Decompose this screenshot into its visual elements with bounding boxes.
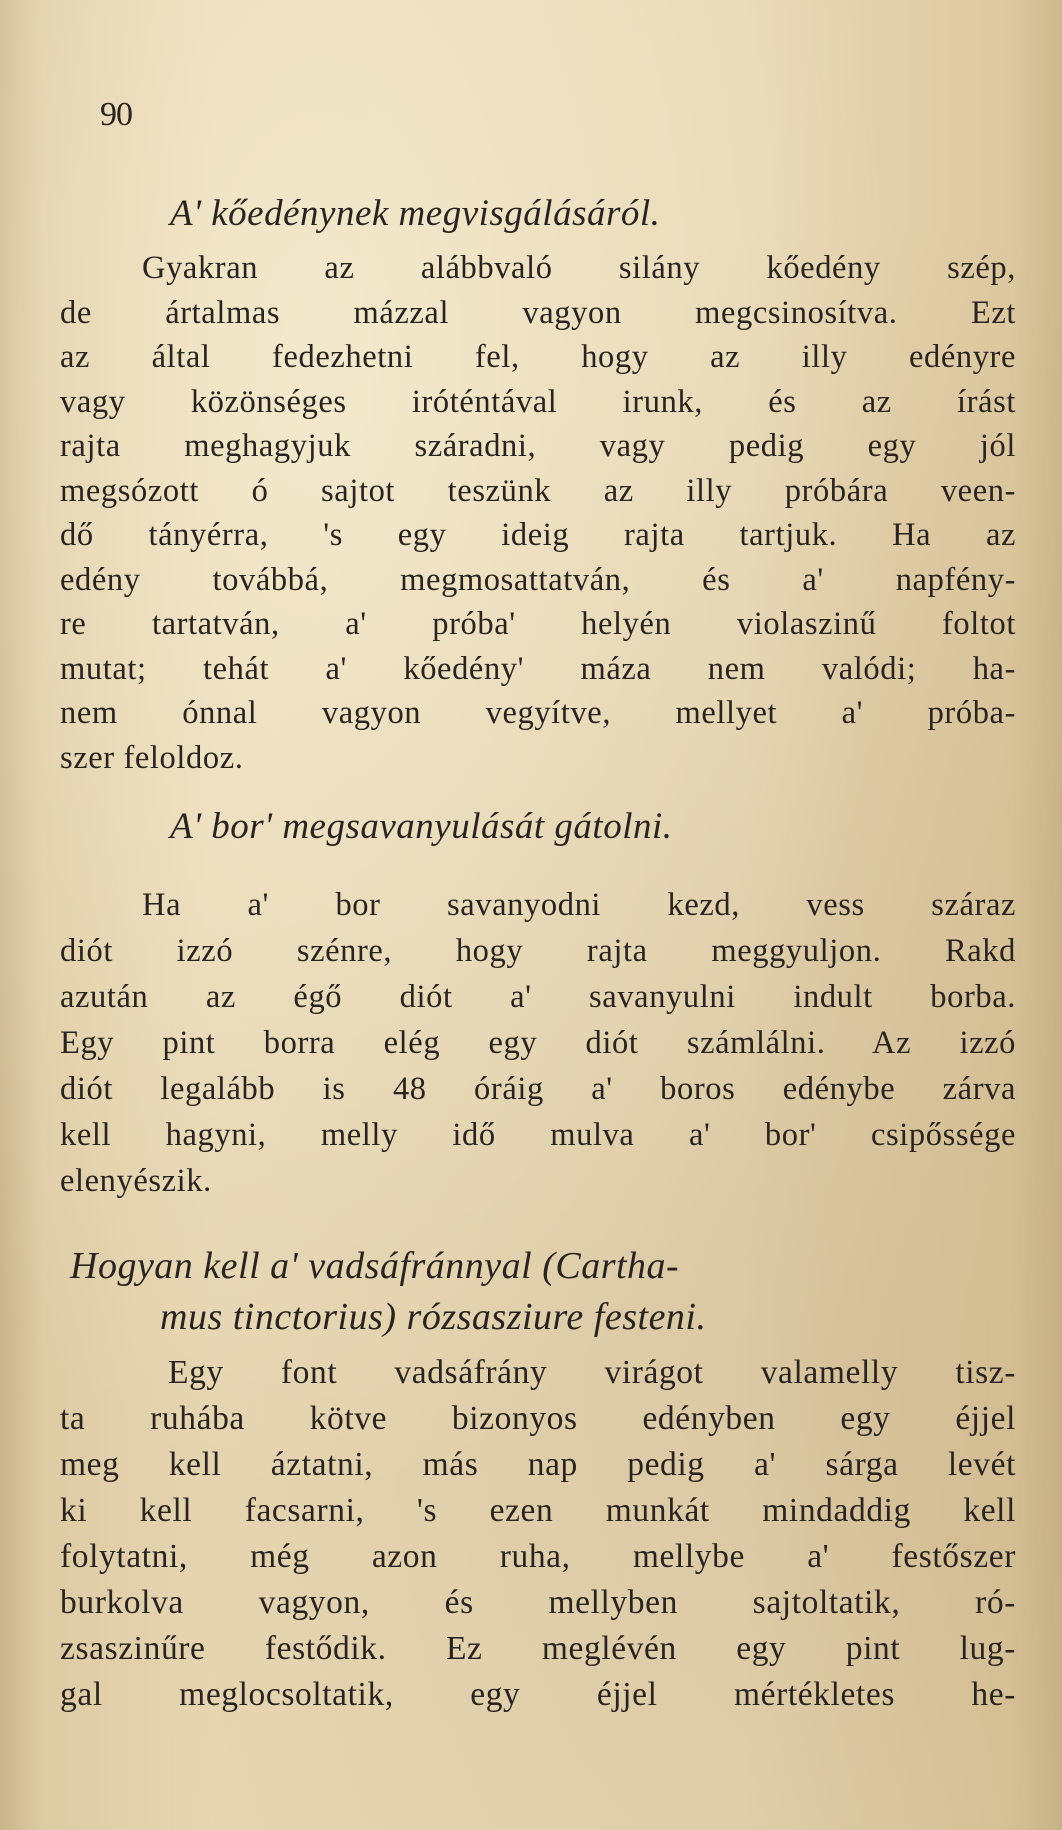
text-line: dő tányérra, 's egy ideig rajta tartjuk. Ha az — [60, 517, 1016, 553]
text-line: re tartatván, a' próba' helyén violaszinű foltot — [60, 606, 1016, 642]
text-line: meg kell áztatni, más nap pedig a' sárga levét — [60, 1446, 1016, 1483]
text-line: Ha a' bor savanyodni kezd, vess száraz — [142, 887, 1016, 923]
text-line: elenyészik. — [60, 1163, 212, 1199]
text-line: diót legalább is 48 óráig a' boros edénybe zárva — [60, 1071, 1016, 1107]
section-heading-safflower — [70, 1245, 707, 1338]
text-line: zsaszinűre festődik. Ez meglévén egy pint lug- — [60, 1630, 1016, 1667]
text-line: Egy font vadsáfrány virágot valamelly tisz- — [168, 1354, 1016, 1391]
paragraph-stoneware-test — [60, 246, 1016, 780]
text-line: megsózott ó sajtot teszünk az illy próbára veen- — [60, 472, 1016, 509]
paragraph-safflower — [60, 1350, 1016, 1718]
section-heading-stoneware-test: A' kőedénynek megvisgálásáról. — [170, 193, 661, 234]
text-line: kell hagyni, melly idő mulva a' bor' csipőssége — [60, 1117, 1016, 1153]
text-line: diót izzó szénre, hogy rajta meggyuljon. Rakd — [60, 933, 1016, 969]
text-line: Gyakran az alábbvaló silány kőedény szép, — [142, 250, 1016, 286]
text-line: de ártalmas mázzal vagyon megcsinosítva. Ezt — [60, 294, 1016, 331]
text-line: Egy pint borra elég egy diót számlálni. Az izzó — [60, 1025, 1016, 1061]
text-line: szer feloldoz. — [60, 739, 244, 776]
text-line: burkolva vagyon, és mellyben sajtoltatik, ró- — [60, 1584, 1016, 1621]
text-line: vagy közönséges iróténtával irunk, és az írást — [60, 383, 1016, 420]
text-line: folytatni, még azon ruha, mellybe a' festőszer — [60, 1538, 1016, 1575]
heading-line: mus tinctorius) rózsasziure festeni. — [160, 1296, 707, 1338]
text-line: ta ruhába kötve bizonyos edényben egy éjjel — [60, 1400, 1016, 1437]
section-heading-wine: A' bor' megsavanyulását gátolni. — [170, 806, 673, 847]
text-line: gal meglocsoltatik, egy éjjel mértékletes he- — [60, 1676, 1016, 1713]
page-number: 90 — [100, 96, 132, 133]
paragraph-wine — [60, 882, 1016, 1204]
text-line: azután az égő diót a' savanyulni indult borba. — [60, 979, 1016, 1015]
text-line: edény továbbá, megmosattatván, és a' napfény- — [60, 561, 1016, 598]
text-line: nem ónnal vagyon vegyítve, mellyet a' próba- — [60, 695, 1016, 731]
text-line: mutat; tehát a' kőedény' máza nem valódi; ha- — [60, 650, 1016, 687]
text-line: az által fedezhetni fel, hogy az illy edényre — [60, 339, 1016, 375]
heading-line: Hogyan kell a' vadsáfránnyal (Cartha- — [70, 1245, 680, 1287]
text-line: rajta meghagyjuk száradni, vagy pedig egy jól — [60, 428, 1016, 464]
text-line: ki kell facsarni, 's ezen munkát mindaddig kell — [60, 1492, 1016, 1529]
